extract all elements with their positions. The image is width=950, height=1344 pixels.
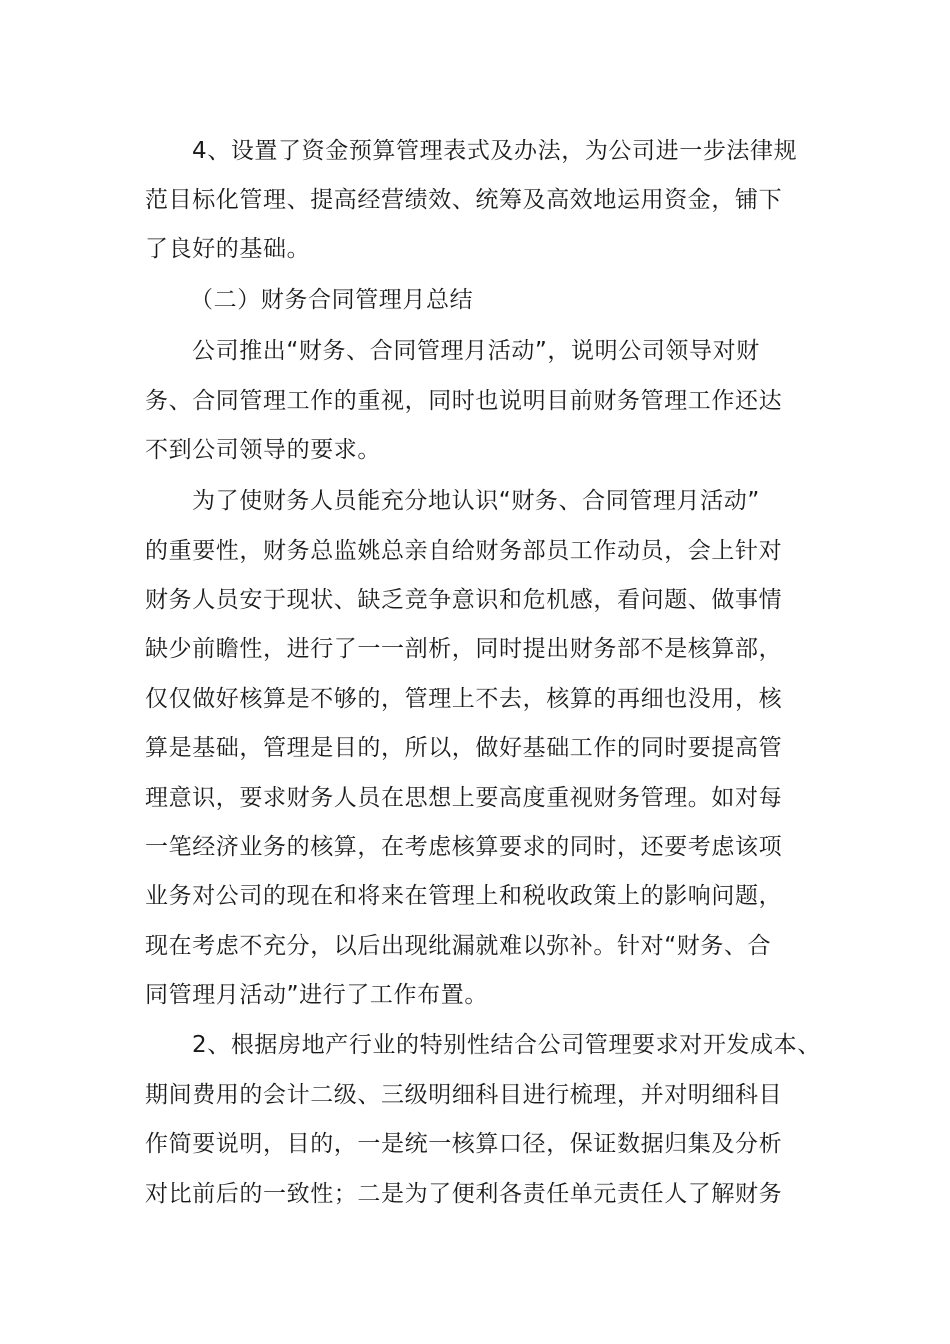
text-line: 对比前后的一致性；二是为了便利各责任单元责任人了解财务 xyxy=(145,1181,783,1207)
text-line: 财务人员安于现状、缺乏竞争意识和危机感，看问题、做事情 xyxy=(145,587,783,613)
text-line: 理意识，要求财务人员在思想上要高度重视财务管理。如对每 xyxy=(145,785,783,811)
text-line: 范目标化管理、提高经营绩效、统筹及高效地运用资金，铺下 xyxy=(145,187,783,213)
text-line: 公司推出“财务、合同管理月活动”，说明公司领导对财 xyxy=(192,338,760,364)
text-line: 4、设置了资金预算管理表式及办法，为公司进一步法律规 xyxy=(192,138,798,164)
text-line: 缺少前瞻性，进行了一一剖析，同时提出财务部不是核算部， xyxy=(145,636,783,662)
text-line: 不到公司领导的要求。 xyxy=(145,437,381,463)
text-line: 仅仅做好核算是不够的，管理上不去，核算的再细也没用，核 xyxy=(145,686,783,712)
text-line: 2、根据房地产行业的特别性结合公司管理要求对开发成本、 xyxy=(192,1032,821,1058)
text-line: 算是基础，管理是目的，所以，做好基础工作的同时要提高管 xyxy=(145,735,783,761)
section-heading: （二）财务合同管理月总结 xyxy=(190,287,474,313)
text-line: 业务对公司的现在和将来在管理上和税收政策上的影响问题， xyxy=(145,883,783,909)
text-line: 作简要说明，目的，一是统一核算口径，保证数据归集及分析 xyxy=(145,1131,783,1157)
text-line: 为了使财务人员能充分地认识“财务、合同管理月活动” xyxy=(192,488,760,514)
text-line: 一笔经济业务的核算，在考虑核算要求的同时，还要考虑该项 xyxy=(145,834,783,860)
text-line: 同管理月活动”进行了工作布置。 xyxy=(145,982,488,1008)
text-line: 期间费用的会计二级、三级明细科目进行梳理，并对明细科目 xyxy=(145,1082,783,1108)
text-line: 了良好的基础。 xyxy=(145,236,311,262)
text-line: 的重要性，财务总监姚总亲自给财务部员工作动员，会上针对 xyxy=(145,538,783,564)
text-line: 现在考虑不充分，以后出现纰漏就难以弥补。针对“财务、合 xyxy=(145,933,772,959)
text-line: 务、合同管理工作的重视，同时也说明目前财务管理工作还达 xyxy=(145,388,783,414)
